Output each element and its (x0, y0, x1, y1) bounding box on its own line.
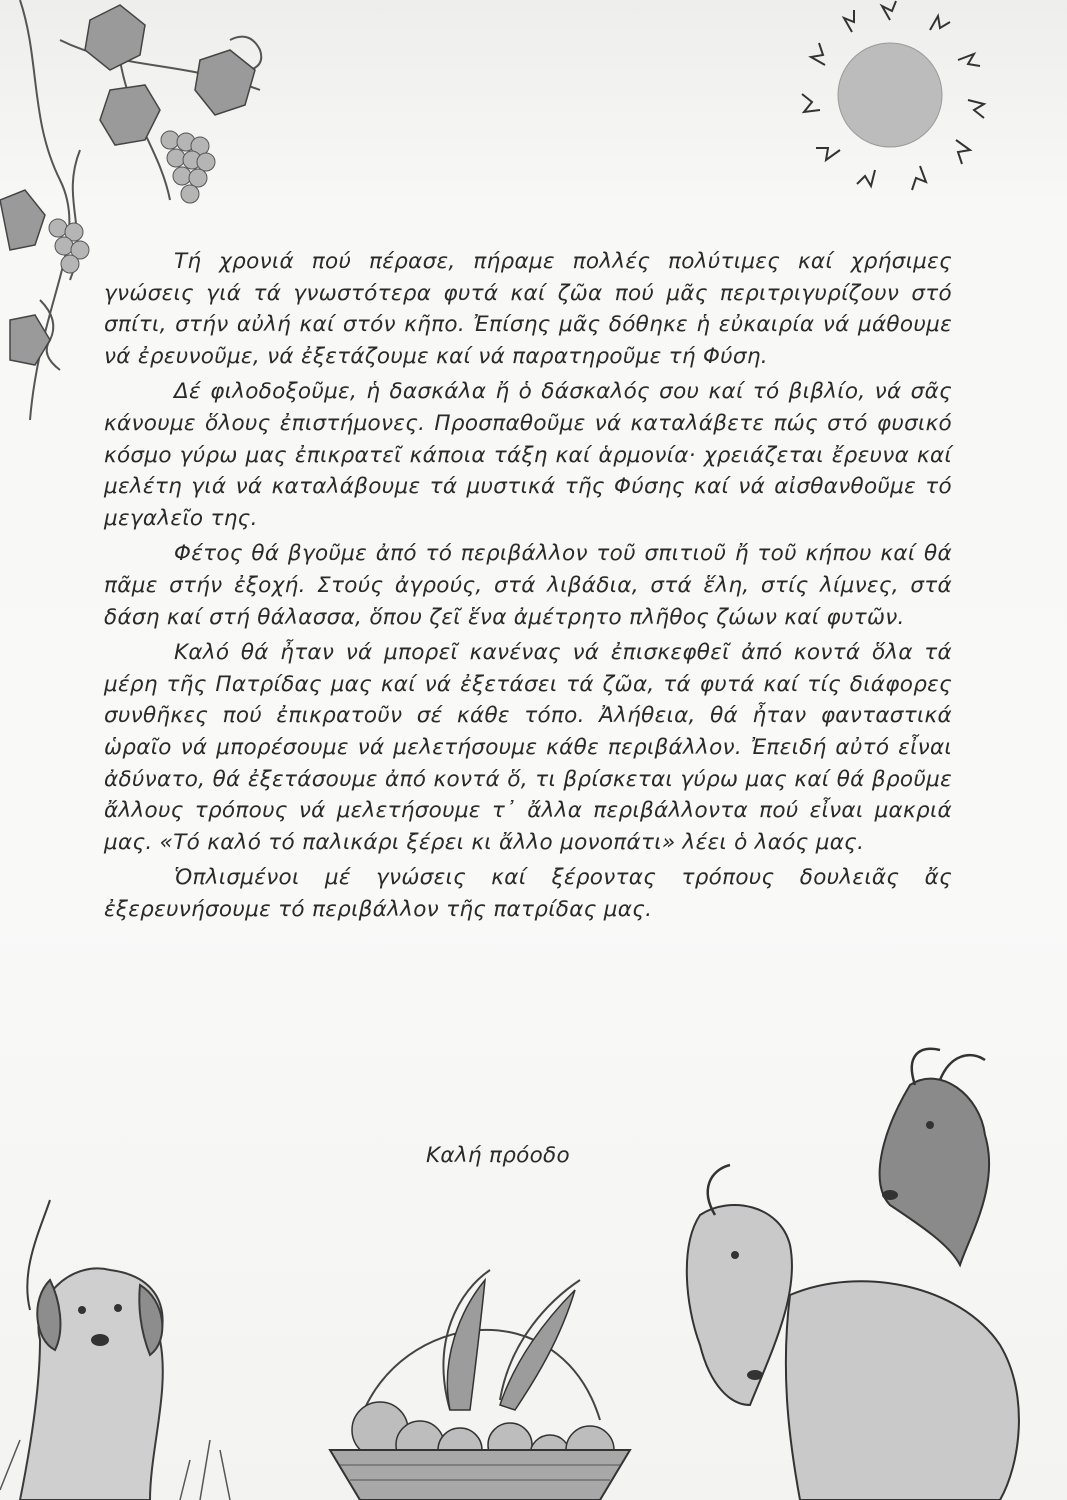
introduction-text (104, 246, 952, 929)
paragraph-1: Τή χρονιά πού πέρασε, πήραμε πολλές πολύτιμες καί χρήσιμες γνώσεις γιά τά γνωστότερα φυτά καί ζῶα πού μᾶς περιτριγυρίζουν στό σπίτι, στήν αὐλή καί στόν κῆπο. Ἐπίσης μᾶς δόθηκε ἡ εὐκαιρία νά μάθουμε νά ἐρευνοῦμε, νά ἐξετάζουμε καί νά παρατηροῦμε τή Φύση. (104, 249, 952, 369)
sun-illustration (780, 0, 1020, 200)
vegetable-basket-illustration (300, 1250, 680, 1500)
paragraph-2: Δέ φιλοδοξοῦμε, ἡ δασκάλα ἤ ὁ δάσκαλός σου καί τό βιβλίο, νά σᾶς κάνουμε ὅλους ἐπιστήμονες. Προσπαθοῦμε νά καταλάβετε πώς στό φυσικό κόσμο γύρω μας ἐπικρατεῖ κάποια τάξη καί ἁρμονία· χρειάζεται ἔρευνα καί μελέτη γιά νά καταλάβουμε τά μυστικά τῆς Φύσης καί νά αἰσθανθοῦμε τό μεγαλεῖο της. (104, 379, 952, 531)
closing-greeting: Καλή πρόοδο (426, 1143, 570, 1168)
goats-illustration (640, 1045, 1067, 1500)
paragraph-4: Καλό θά ἦταν νά μπορεῖ κανένας νά ἐπισκεφθεῖ ἀπό κοντά ὅλα τά μέρη τῆς Πατρίδας μας καί νά ἐξετάσει τά ζῶα, τά φυτά καί τίς διάφορες συνθῆκες πού ἐπικρατοῦν σέ κάθε τόπο. Ἀλήθεια, θά ἦταν φανταστικά ὡραῖο νά μπορέσουμε νά μελετήσουμε κάθε περιβάλλον. Ἐπειδή αὐτό εἶναι ἀδύνατο, θά ἐξετάσουμε ἀπό κοντά ὅ, τι βρίσκεται γύρω μας καί θά βροῦμε ἄλλους τρόπους νά μελετήσουμε τ᾽ ἄλλα περιβάλλοντα πού εἶναι μακριά μας. «Τό καλό τό παλικάρι ξέρει κι ἄλλο μονοπάτι» λέει ὁ λαός μας. (104, 640, 952, 855)
dog-illustration (0, 1190, 260, 1500)
paragraph-3: Φέτος θά βγοῦμε ἀπό τό περιβάλλον τοῦ σπιτιοῦ ἤ τοῦ κήπου καί θά πᾶμε στήν ἐξοχή. Στούς ἀγρούς, στά λιβάδια, στά ἕλη, στίς λίμνες, στά δάση καί στή θάλασσα, ὅπου ζεῖ ἕνα ἀμέτρητο πλῆθος ζώων καί φυτῶν. (104, 541, 952, 630)
paragraph-5: Ὁπλισμένοι μέ γνώσεις καί ξέροντας τρόπους δουλειᾶς ἄς ἐξερευνήσουμε τό περιβάλλον τῆς πατρίδας μας. (104, 865, 952, 922)
